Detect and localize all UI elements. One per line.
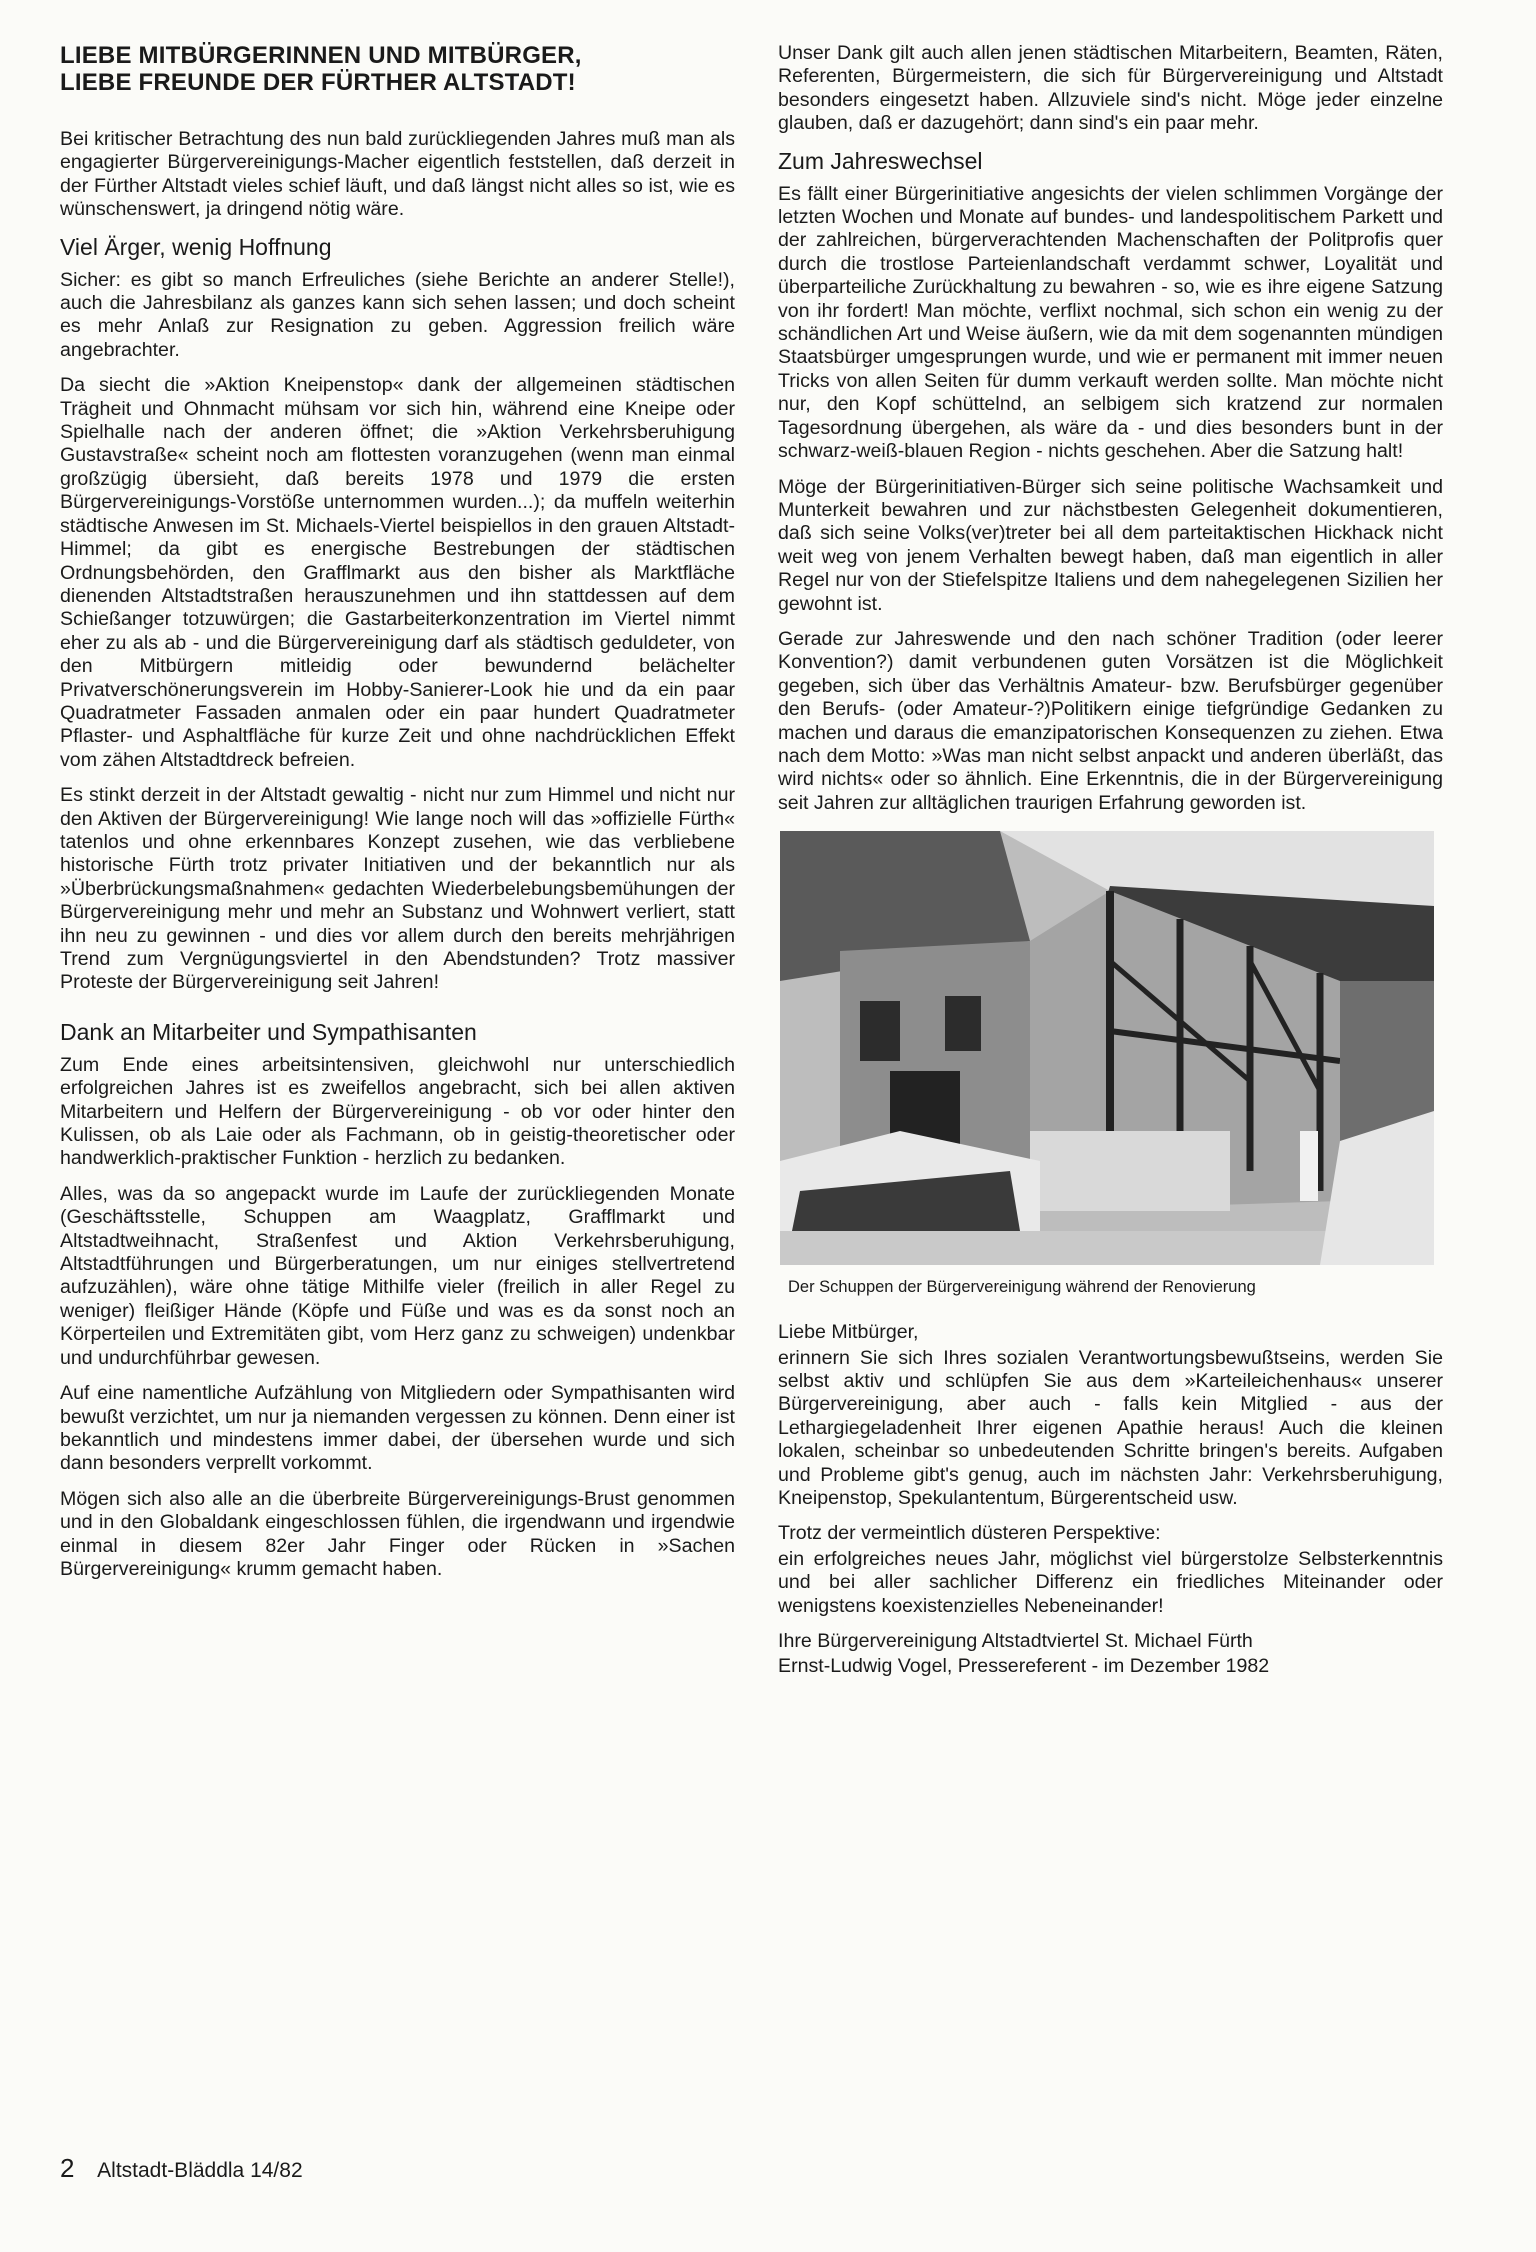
greeting: Liebe Mitbürger, xyxy=(778,1321,919,1344)
paragraph: erinnern Sie sich Ihres sozialen Verantwortungsbewußtseins, werden Sie selbst aktiv und schlüpfen Sie aus dem »Karteileichenhaus« unserer Bürgervereinigung, aber auch - falls kein Mitglied - aus der Lethargiegeladenheit Ihrer eigenen Apathie heraus! Auch die kleinen lokalen, scheinbar so unbedeutenden Schritte bringen's bereits. Aufgaben und Probleme gibt's genug, auch im nächsten Jahr: Verkehrsberuhigung, Kneipenstop, Spekulantentum, Bürgerentscheid usw. xyxy=(778,1346,1443,1510)
paragraph: Es fällt einer Bürgerinitiative angesichts der vielen schlimmen Vorgänge der letzten Wochen und Monate auf bundes- und landespolitischem Parkett und der zahlreichen, bürgerverachtenden Machenschaften der Politprofis quer durch die trostlose Parteienlandschaft verdammt schwer, Loyalität und überparteiliche Zurückhaltung zu bewahren - so, wie es ihre eigene Satzung von ihr fordert! Man möchte, verflixt nochmal, sich schon ein wenig zu der schändlichen Art und Weise äußern, wie da mit dem sogenannten mündigen Staatsbürger umgesprungen wurde, und wie er permanent mit immer neuen Tricks von allen Seiten für dumm verkauft werden sollte. Man möchte nicht nur, den Kopf schüttelnd, an selbigem sich kratzend zur normalen Tagesordnung übergehen, als wäre da - und dies besonders bunt in der schwarz-weiß-blauen Region - nichts geschehen. Aber die Satzung halt! xyxy=(778,182,1443,463)
intro-paragraph: Bei kritischer Betrachtung des nun bald zurückliegenden Jahres muß man als engagierter Bürgervereinigungs-Macher eigentlich feststellen, daß derzeit in der Fürther Altstadt vieles schief läuft, und daß längst nicht alles so ist, wie es wünschenswert, ja dringend nötig wäre. xyxy=(60,128,735,221)
paragraph: Möge der Bürgerinitiativen-Bürger sich seine politische Wachsamkeit und Munterkeit bewahren und zur nächstbesten Gelegenheit dokumentieren, daß sich seine Volks(ver)treter bei all dem parteitaktischen Hickhack nicht weit weg von jenem Verhalten bewegt haben, daß man eigentlich in aller Regel nur von der Stiefelspitze Italiens und dem nahegelegenen Sizilien her gewohnt ist. xyxy=(778,475,1443,615)
paragraph: Mögen sich also alle an die überbreite Bürgervereinigungs-Brust genommen und in den Globaldank eingeschlossen fühlen, die irgendwann und irgendwie einmal in diesem 82er Jahr Finger oder Rücken in »Sachen Bürgervereinigung« krumm gemacht haben. xyxy=(60,1487,735,1580)
page-headline xyxy=(60,42,735,96)
paragraph: Gerade zur Jahreswende und den nach schöner Tradition (oder leerer Konvention?) damit verbundenen guten Vorsätzen ist die Möglichkeit gegeben, sich über das Verhältnis Amateur- bzw. Berufsbürger gegenüber den Berufs- (oder Amateur-?)Politikern einige tiefgründige Gedanken zu machen und daraus die emanzipatorischen Konsequenzen zu ziehen. Etwa nach dem Motto: »Was man nicht selbst anpackt und anderen überläßt, das wird nichts« oder so ähnlich. Eine Erkenntnis, die in der Bürgervereinigung seit Jahren zur alltäglichen traurigen Erfahrung geworden ist. xyxy=(778,627,1443,814)
page-number: 2 xyxy=(60,2153,75,2183)
signature-line-2: Ernst-Ludwig Vogel, Pressereferent - im Dezember 1982 xyxy=(778,1655,1270,1678)
headline-line-2: LIEBE FREUNDE DER FÜRTHER ALTSTADT! xyxy=(60,69,576,96)
paragraph: Sicher: es gibt so manch Erfreuliches (siehe Berichte an anderer Stelle!), auch die Jahresbilanz als ganzes kann sich sehen lassen; und doch scheint es mehr Anlaß zur Resignation zu geben. Aggression freilich wäre angebrachter. xyxy=(60,268,735,361)
section-heading-dank: Dank an Mitarbeiter und Sympathisanten xyxy=(60,1018,477,1045)
paragraph: Trotz der vermeintlich düsteren Perspektive: xyxy=(778,1522,1161,1545)
paragraph: Da siecht die »Aktion Kneipenstop« dank der allgemeinen städtischen Trägheit und Ohnmacht mühsam vor sich hin, während eine Kneipe oder Spielhalle nach der anderen öffnet; die »Aktion Verkehrsberuhigung Gustavstraße« scheint noch am flottesten voranzugehen (wenn man einmal großzügig übersieht, daß bereits 1978 und 1979 die ersten Bürgervereinigungs-Vorstöße unternommen wurden...); da muffeln weiterhin städtische Anwesen im St. Michaels-Viertel beispiellos in den grauen Altstadt-Himmel; da gibt es energische Bestrebungen der städtischen Ordnungsbehörden, den Grafflmarkt aus den bisher als Marktfläche dienenden Altstadtstraßen herauszunehmen und ihn stattdessen auf dem Schießanger totzuwürgen; die Gastarbeiterkonzentration im Viertel nimmt eher zu als ab - und die Bürgervereinigung darf als städtisch geduldeter, von den Mitbürgern mitleidig oder bewundernd belächelter Privatverschönerungsverein im Hobby-Sanierer-Look hie und da ein paar Quadratmeter Fassaden anmalen oder ein paar hundert Quadratmeter Pflaster- und Asphaltfläche für kurze Zeit und ohne nachdrücklichen Effekt vom zähen Altstadtdreck befreien. xyxy=(60,374,735,771)
paragraph: Alles, was da so angepackt wurde im Laufe der zurückliegenden Monate (Geschäftsstelle, Schuppen am Waagplatz, Grafflmarkt und Altstadtweihnacht, Straßenfest und Aktion Verkehrsberuhigung, Altstadtführungen und Bürgerberatungen, um nur einiges stellvertretend aufzuzählen), wäre ohne tätige Mithilfe vieler (freilich in aller Regel zu weniger) fleißiger Hände (Köpfe und Füße und was es da sonst noch an Körperteilen und Extremitäten gibt, vom Herz ganz zu schweigen) undenkbar und undurchführbar gewesen. xyxy=(60,1182,735,1369)
headline-line-1: LIEBE MITBÜRGERINNEN UND MITBÜRGER, xyxy=(60,42,582,69)
shed-renovation-photo xyxy=(780,831,1434,1265)
publication-name: Altstadt-Bläddla 14/82 xyxy=(97,2159,303,2182)
section-heading-aerger: Viel Ärger, wenig Hoffnung xyxy=(60,233,332,260)
paragraph: Auf eine namentliche Aufzählung von Mitgliedern oder Sympathisanten wird bewußt verzichtet, um nur ja niemanden vergessen zu können. Denn einer ist bekanntlich und mindestens immer dabei, der übersehen wurde und sich dann besonders verprellt vorkommt. xyxy=(60,1382,735,1475)
section-heading-jahreswechsel: Zum Jahreswechsel xyxy=(778,147,983,174)
paragraph: Es stinkt derzeit in der Altstadt gewaltig - nicht nur zum Himmel und nicht nur den Aktiven der Bürgervereinigung! Wie lange noch will das »offizielle Fürth« tatenlos und ohne erkennbares Konzept zusehen, wie das verbliebene historische Fürth trotz privater Initiativen und der bekanntlich nur als »Überbrückungsmaßnahmen« gedachten Wiederbelebungsbemühungen der Bürgervereinigung mehr und mehr an Substanz und Wohnwert verliert, statt ihn neu zu gewinnen - und dies vor allem durch den bereits mehrjährigen Trend zum Vergnügungsviertel in den Abendstunden? Trotz massiver Proteste der Bürgervereinigung seit Jahren! xyxy=(60,784,735,994)
paragraph: Unser Dank gilt auch allen jenen städtischen Mitarbeitern, Beamten, Räten, Referenten, Bürgermeistern, die sich für Bürgervereinigung und Altstadt besonders eingesetzt haben. Allzuviele sind's nicht. Möge jeder einzelne glauben, daß er dazugehört; dann sind's ein paar mehr. xyxy=(778,42,1443,135)
left-column xyxy=(60,42,735,1593)
page-footer xyxy=(60,2155,303,2184)
paragraph: Zum Ende eines arbeitsintensiven, gleichwohl nur unterschiedlich erfolgreichen Jahres ist es zweifellos angebracht, sich bei allen aktiven Mitarbeitern und Helfern der Bürgervereinigung - ob vor oder hinter den Kulissen, ob als Laie oder als Fachmann, ob in geistig-theoretischer oder handwerklich-praktischer Funktion - herzlich zu bedanken. xyxy=(60,1053,735,1170)
right-column xyxy=(778,42,1443,1691)
photo-caption: Der Schuppen der Bürgervereinigung während der Renovierung xyxy=(788,1278,1256,1297)
paragraph: ein erfolgreiches neues Jahr, möglichst viel bürgerstolze Selbsterkenntnis und bei aller sachlicher Differenz ein friedliches Miteinander oder wenigstens koexistenzielles Nebeneinander! xyxy=(778,1547,1443,1617)
signature-line-1: Ihre Bürgervereinigung Altstadtviertel St. Michael Fürth xyxy=(778,1630,1253,1653)
